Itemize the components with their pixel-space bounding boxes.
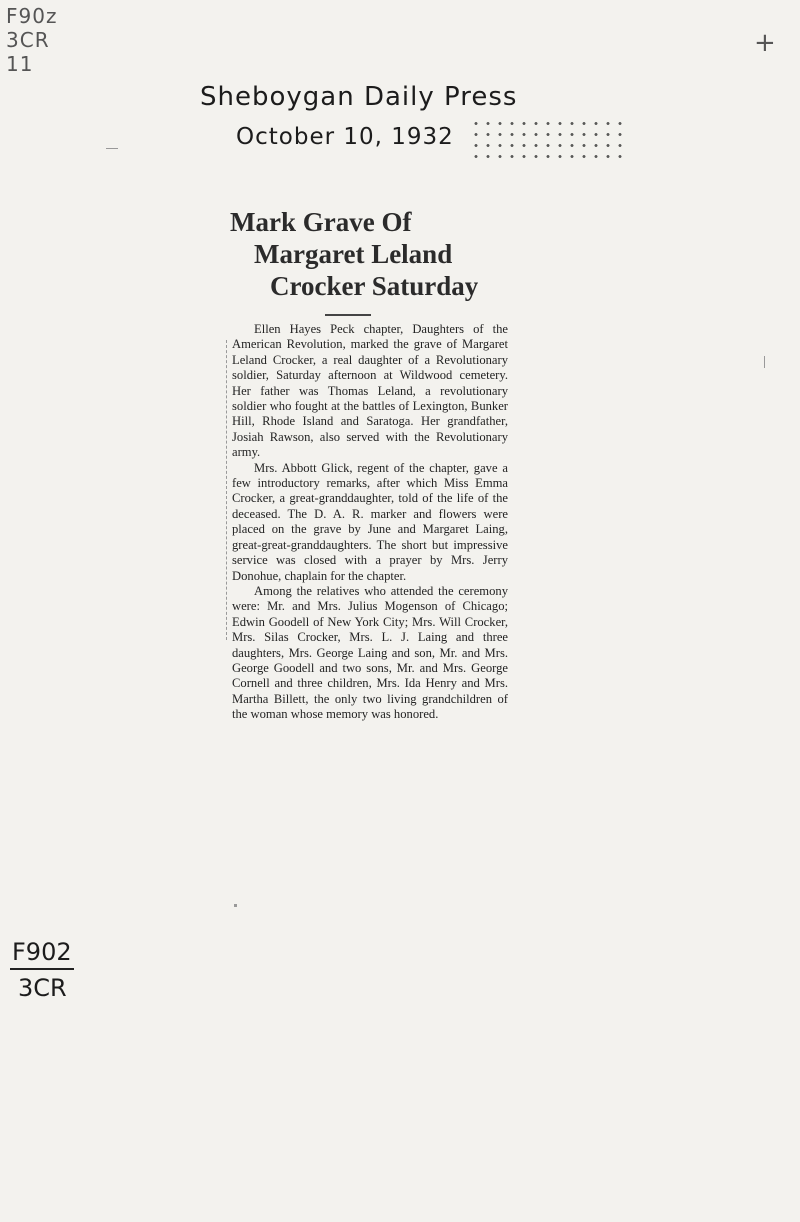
article-body bbox=[232, 322, 508, 723]
article-paragraph-2: Mrs. Abbott Glick, regent of the chapter, gave a few introductory remarks, after which Miss Emma Crocker, a great-granddaughter, told of the life of the deceased. The D. A. R. marker and flowers were placed on the grave by June and Margaret Laing, great-great-granddaughters. The short but impressive service was closed with a prayer by Mrs. Jerry Donohue, chaplain for the chapter. bbox=[232, 460, 508, 583]
stray-mark bbox=[106, 148, 118, 149]
headline-line-2: Margaret Leland bbox=[254, 239, 453, 269]
plus-mark: + bbox=[754, 28, 776, 58]
stray-mark bbox=[234, 904, 237, 907]
article-paragraph-3: Among the relatives who attended the ceremony were: Mr. and Mrs. Julius Mogenson of Chicago; Edwin Goodell of New York City; Mrs. Will Crocker, Mrs. Silas Crocker, Mrs. L. J. Laing and three daughters, Mrs. George Laing and son, Mr. and Mrs. George Goodell and two sons, Mr. and Mrs. George Cornell and three children, Mrs. Ida Henry and Mrs. Martha Billett, the only two living grandchildren of the woman whose memory was honored. bbox=[232, 583, 508, 722]
file-code-number: F902 bbox=[10, 938, 74, 970]
headline-line-3: Crocker Saturday bbox=[270, 271, 479, 301]
article-paragraph-1: Ellen Hayes Peck chapter, Daughters of the American Revolution, marked the grave of Margaret Leland Crocker, a real daughter of a Revolutionary soldier, Saturday afternoon at Wildwood cemetery. Her father was Thomas Leland, a revolutionary soldier who fought at the battles of Lexington, Bunker Hill, Rhode Island and Saratoga. Her grandfather, Josiah Rawson, also served with the Revolutionary army. bbox=[232, 322, 508, 460]
headline-rule bbox=[325, 314, 371, 316]
corner-code-line-3: 11 bbox=[6, 52, 34, 76]
headline-line-1: Mark Grave Of bbox=[230, 207, 412, 237]
column-edge bbox=[226, 340, 228, 640]
publication-date: October 10, 1932 bbox=[236, 124, 454, 150]
stray-mark bbox=[764, 356, 765, 368]
file-code-annotation bbox=[10, 938, 74, 1002]
publication-name: Sheboygan Daily Press bbox=[200, 82, 518, 112]
article-headline bbox=[228, 206, 528, 302]
corner-handwritten-code bbox=[6, 4, 57, 76]
corner-code-line-1: F90z bbox=[6, 4, 58, 28]
corner-code-line-2: 3CR bbox=[6, 28, 50, 52]
file-code-suffix: 3CR bbox=[18, 974, 67, 1002]
dotted-marks bbox=[470, 118, 630, 162]
